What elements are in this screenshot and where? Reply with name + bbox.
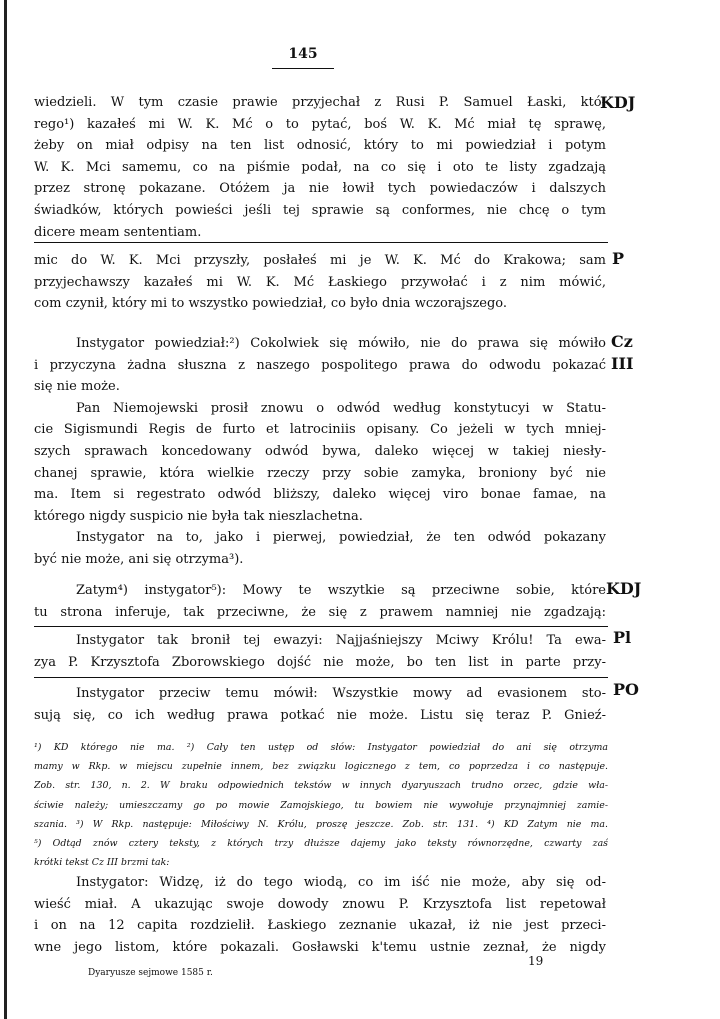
- section-separator: [34, 242, 608, 243]
- text-line: chanej sprawie, która wielkie rzeczy przy sobie zamyka, broniony być nie: [34, 465, 606, 481]
- text-line: wne jego listom, które pokazali. Gosławski k'temu ustnie zeznał, że nigdy: [34, 939, 606, 955]
- footnote-line: ¹) KD którego nie ma. ²) Cały ten ustęp od słów: Instygator powiedział do ani się otrzyma: [34, 742, 608, 753]
- text-line: Instygator tak bronił tej ewazyi: Najjaśniejszy Mciwy Królu! Ta ewa-: [76, 633, 606, 648]
- text-line: com czynił, który mi to wszystko powiedział, co było dnia wczorajszego.: [34, 296, 508, 312]
- text-block-pl: [34, 630, 606, 673]
- text-line: ma. Item si regestrato odwód bliższy, daleko więcej viro bonae famae, na: [34, 487, 606, 503]
- text-block-kdj-2: [34, 580, 606, 623]
- footnote-line: szania. ³) W Rkp. następuje: Miłościwy N. Królu, proszę jeszcze. Zob. str. 131. ⁴) KD Zatym nie ma.: [34, 818, 608, 830]
- text-line: być nie może, ani się otrzyma³).: [34, 551, 244, 567]
- text-line: W. K. Mci samemu, co na piśmie podał, na co się i oto te listy zgadzają: [34, 159, 606, 175]
- text-line: mic do W. K. Mci przyszły, posłałeś mi je W. K. Mć do Krakowa; sam: [34, 253, 606, 268]
- text-line: przez stronę pokazane. Otóżem ja nie łowił tych powiedaczów i dalszych: [34, 181, 606, 197]
- source-marker-iii: III: [611, 354, 634, 373]
- text-line: szych sprawach koncedowany odwód bywa, daleko więcej w takiej niesły-: [34, 443, 606, 459]
- footer-publication: Dyaryusze sejmowe 1585 r.: [88, 968, 213, 978]
- text-line: i przyczyna żadna słuszna z naszego pospolitego prawa do odwodu pokazać: [34, 357, 606, 373]
- text-line: sują się, co ich według prawa potkać nie może. Listu się teraz P. Gnieź-: [34, 707, 606, 723]
- text-line: Pan Niemojewski prosił znowu o odwód według konstytucyi w Statu-: [76, 400, 606, 416]
- section-separator: [34, 626, 608, 627]
- source-marker-pl: Pl: [613, 628, 632, 647]
- source-marker-kdj: KDJ: [606, 579, 642, 598]
- source-marker-po: PO: [613, 680, 639, 699]
- text-line: wieść miał. A ukazując swoje dowody znowu P. Krzysztofa list repetował: [34, 896, 606, 912]
- text-block-final: [34, 872, 606, 958]
- text-block-cz-iii: [34, 333, 606, 571]
- source-marker-cz: Cz: [611, 332, 633, 351]
- text-line: zya P. Krzysztofa Zborowskiego dojść nie może, bo ten list in parte przy-: [34, 654, 606, 670]
- footnote-line: Zob. str. 130, n. 2. W braku odpowiednich tekstów w innych dyaryuszach trudno orzec, gdzie wła-: [34, 780, 608, 792]
- text-line: się nie może.: [34, 379, 120, 395]
- signature-number: 19: [528, 954, 544, 968]
- page-binding-edge: [4, 0, 7, 1019]
- text-block-kdj-1: [34, 92, 606, 243]
- page-number: 145: [288, 46, 318, 62]
- text-line: Instygator powiedział:²) Cokolwiek się mówiło, nie do prawa się mówiło: [76, 336, 606, 351]
- footnotes: [34, 738, 608, 872]
- footnote-line: ściwie należy; umieszczamy go po mowie Zamojskiego, tu bowiem nie wywołuje przynajmniej zamie-: [34, 799, 608, 811]
- text-line: i on na 12 capita rozdzielił. Łaskiego zeznanie ukazał, iż nie jest przeci-: [34, 918, 606, 934]
- footnote-line: mamy w Rkp. w miejscu zupełnie innem, bez związku logicznego z tem, co poprzedza i co następuje.: [34, 761, 608, 773]
- text-line: cie Sigismundi Regis de furto et latrociniis opisany. Co jeżeli w tych mniej-: [34, 422, 606, 438]
- text-line: Instygator przeciw temu mówił: Wszystkie mowy ad evasionem sto-: [76, 686, 606, 701]
- text-line: wiedzieli. W tym czasie prawie przyjechał z Rusi P. Samuel Łaski, któ-: [34, 95, 606, 110]
- text-line: przyjechawszy kazałeś mi W. K. Mć Łaskiego przywołać i z nim mówić,: [34, 274, 606, 290]
- text-block-p: [34, 250, 606, 315]
- source-marker-kdj: KDJ: [600, 93, 636, 112]
- text-line: rego¹) kazałeś mi W. K. Mć o to pytać, boś W. K. Mć miał tę sprawę,: [34, 116, 606, 132]
- text-line: Instygator: Widzę, iż do tego wiodą, co im iść nie może, aby się od-: [76, 875, 606, 890]
- text-line: żeby on miał odpisy na ten list odnosić, który to mi powiedział i potym: [34, 138, 606, 154]
- text-line: Instygator na to, jako i pierwej, powiedział, że ten odwód pokazany: [76, 530, 606, 546]
- page-number-rule: [272, 68, 334, 69]
- text-line: tu strona inferuje, tak przeciwne, że się z prawem namniej nie zgadzają:: [34, 604, 606, 620]
- footnote-line: ⁵) Odtąd znów cztery teksty, z których trzy dłuższe dajemy jako teksty równorzędne, czwarty zaś: [34, 837, 608, 849]
- footnote-line: krótki tekst Cz III brzmi tak:: [34, 857, 170, 869]
- text-line: Zatym⁴) instygator⁵): Mowy te wszytkie są przeciwne sobie, które: [76, 583, 606, 598]
- text-line: dicere meam sententiam.: [34, 224, 202, 240]
- text-line: którego nigdy suspicio nie była tak nieszlachetna.: [34, 508, 363, 524]
- source-marker-p: P: [612, 249, 625, 268]
- section-separator: [34, 677, 608, 678]
- text-block-po: [34, 683, 606, 726]
- text-line: świadków, których powieści jeśli tej sprawie są conformes, nie chcę o tym: [34, 202, 606, 218]
